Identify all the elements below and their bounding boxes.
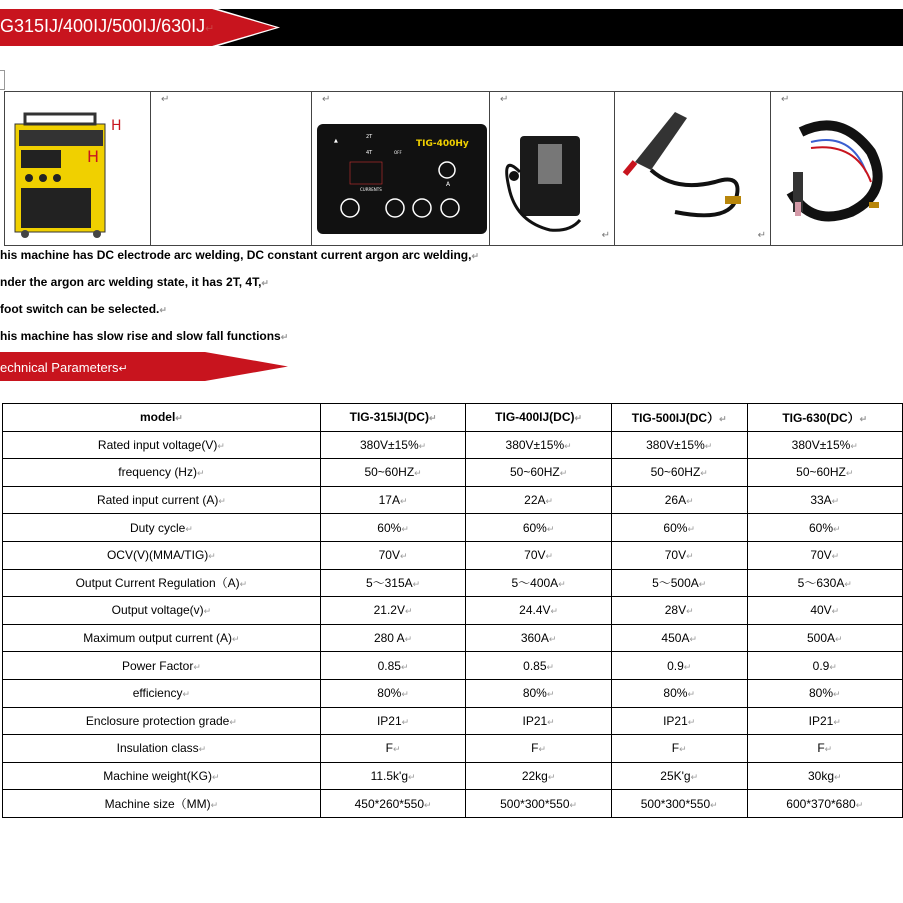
- table-row: [3, 790, 903, 818]
- parameter-value-cell: 5～500A↵: [611, 569, 747, 597]
- parameter-name-cell: Output voltage(v)↵: [3, 597, 321, 625]
- header-cell: TIG-630(DC）↵: [747, 404, 902, 432]
- parameter-value-cell: 280 A↵: [320, 624, 466, 652]
- feature-line-1: his machine has DC electrode arc welding, DC constant current argon arc welding,↵: [0, 248, 479, 262]
- parameter-value-cell: 0.9↵: [611, 652, 747, 680]
- feature-line-4: his machine has slow rise and slow fall functions↵: [0, 329, 289, 343]
- parameter-value-cell: 50~60HZ↵: [320, 459, 466, 487]
- parameter-value-cell: 380V±15%↵: [466, 431, 612, 459]
- parameter-value-cell: 21.2V↵: [320, 597, 466, 625]
- parameter-value-cell: 50~60HZ↵: [611, 459, 747, 487]
- parameter-value-cell: IP21↵: [320, 707, 466, 735]
- table-row: [3, 431, 903, 459]
- svg-text:CURRENTS: CURRENTS: [360, 187, 382, 192]
- welder-machine-image: [5, 92, 150, 240]
- svg-text:TIG-400Hy: TIG-400Hy: [416, 139, 469, 149]
- parameter-value-cell: 600*370*680↵: [747, 790, 902, 818]
- parameter-value-cell: 60%↵: [611, 514, 747, 542]
- parameter-value-cell: 60%↵: [466, 514, 612, 542]
- table-row: [3, 459, 903, 487]
- parameter-value-cell: IP21↵: [611, 707, 747, 735]
- anchor-box: [0, 70, 5, 90]
- parameter-value-cell: 60%↵: [320, 514, 466, 542]
- parameter-value-cell: 380V±15%↵: [747, 431, 902, 459]
- parameter-value-cell: 22kg↵: [466, 762, 612, 790]
- table-row: [3, 486, 903, 514]
- svg-text:A: A: [446, 181, 451, 188]
- parameter-value-cell: 5～400A↵: [466, 569, 612, 597]
- parameter-name-cell: efficiency↵: [3, 679, 321, 707]
- parameter-value-cell: 450A↵: [611, 624, 747, 652]
- parameter-name-cell: Duty cycle↵: [3, 514, 321, 542]
- parameter-value-cell: 70V↵: [747, 541, 902, 569]
- technical-parameters-table: [2, 403, 903, 818]
- header-cell: TIG-315IJ(DC)↵: [320, 404, 466, 432]
- ground-clamp-image: [615, 92, 770, 240]
- image-cell-welder: [5, 92, 151, 246]
- parameter-value-cell: 70V↵: [611, 541, 747, 569]
- parameter-value-cell: 50~60HZ↵: [466, 459, 612, 487]
- parameter-name-cell: Insulation class↵: [3, 735, 321, 763]
- parameter-value-cell: 5～315A↵: [320, 569, 466, 597]
- table-row: [3, 652, 903, 680]
- parameter-value-cell: 80%↵: [611, 679, 747, 707]
- feature-line-2: nder the argon arc welding state, it has 2T, 4T,↵: [0, 275, 269, 289]
- svg-text:H: H: [111, 118, 122, 134]
- table-row: [3, 514, 903, 542]
- image-cell-footswitch: ↵ ↵: [490, 92, 615, 246]
- parameter-value-cell: F↵: [466, 735, 612, 763]
- table-row: [3, 679, 903, 707]
- parameter-value-cell: 450*260*550↵: [320, 790, 466, 818]
- feature-line-3: foot switch can be selected.↵: [0, 302, 167, 316]
- control-panel-image: [312, 92, 489, 240]
- svg-text:OFF: OFF: [394, 150, 402, 155]
- image-cell-clamp: ↵: [615, 92, 771, 246]
- parameter-value-cell: 30kg↵: [747, 762, 902, 790]
- svg-text:4T: 4T: [366, 150, 373, 156]
- tig-torch-image: [771, 92, 902, 240]
- parameter-name-cell: Enclosure protection grade↵: [3, 707, 321, 735]
- parameter-value-cell: 500*300*550↵: [466, 790, 612, 818]
- parameter-name-cell: Rated input voltage(V)↵: [3, 431, 321, 459]
- parameter-value-cell: 70V↵: [320, 541, 466, 569]
- parameter-value-cell: 0.85↵: [320, 652, 466, 680]
- parameter-name-cell: Output Current Regulation（A)↵: [3, 569, 321, 597]
- parameter-value-cell: 380V±15%↵: [320, 431, 466, 459]
- parameter-value-cell: 26A↵: [611, 486, 747, 514]
- foot-switch-image: [490, 92, 614, 240]
- parameter-value-cell: IP21↵: [747, 707, 902, 735]
- parameter-value-cell: 500*300*550↵: [611, 790, 747, 818]
- parameter-name-cell: Machine size（MM)↵: [3, 790, 321, 818]
- parameter-value-cell: 50~60HZ↵: [747, 459, 902, 487]
- table-row: [3, 707, 903, 735]
- header-cell: model↵: [3, 404, 321, 432]
- svg-text:2T: 2T: [366, 134, 373, 140]
- parameter-name-cell: OCV(V)(MMA/TIG)↵: [3, 541, 321, 569]
- parameter-value-cell: IP21↵: [466, 707, 612, 735]
- parameter-value-cell: 40V↵: [747, 597, 902, 625]
- parameter-name-cell: Power Factor↵: [3, 652, 321, 680]
- parameter-value-cell: 80%↵: [466, 679, 612, 707]
- table-row: [3, 597, 903, 625]
- page-title: G315IJ/400IJ/500IJ/630IJ↵: [0, 16, 215, 36]
- table-row: [3, 569, 903, 597]
- parameter-value-cell: 25K'g↵: [611, 762, 747, 790]
- parameter-value-cell: 5～630A↵: [747, 569, 902, 597]
- svg-text:H: H: [87, 147, 100, 166]
- parameter-name-cell: Machine weight(KG)↵: [3, 762, 321, 790]
- parameter-value-cell: 33A↵: [747, 486, 902, 514]
- table-row: [3, 762, 903, 790]
- parameter-value-cell: F↵: [611, 735, 747, 763]
- parameter-value-cell: 28V↵: [611, 597, 747, 625]
- parameter-name-cell: frequency (Hz)↵: [3, 459, 321, 487]
- parameter-value-cell: 80%↵: [747, 679, 902, 707]
- parameter-value-cell: 80%↵: [320, 679, 466, 707]
- parameter-value-cell: 360A↵: [466, 624, 612, 652]
- header-cell: TIG-500IJ(DC）↵: [611, 404, 747, 432]
- parameter-value-cell: 22A↵: [466, 486, 612, 514]
- table-header-row: [3, 404, 903, 432]
- header-cell: TIG-400IJ(DC)↵: [466, 404, 612, 432]
- image-cell-empty: ↵: [151, 92, 312, 246]
- parameter-value-cell: 500A↵: [747, 624, 902, 652]
- table-row: [3, 624, 903, 652]
- parameter-value-cell: 17A↵: [320, 486, 466, 514]
- parameter-value-cell: 11.5k'g↵: [320, 762, 466, 790]
- table-row: [3, 735, 903, 763]
- parameter-value-cell: 0.85↵: [466, 652, 612, 680]
- parameter-value-cell: F↵: [320, 735, 466, 763]
- image-cell-panel: ↵ ▲ 2T 4T OFF TIG-400Hy A CURRENTS: [312, 92, 490, 246]
- parameter-value-cell: 380V±15%↵: [611, 431, 747, 459]
- parameter-value-cell: 70V↵: [466, 541, 612, 569]
- parameter-value-cell: 24.4V↵: [466, 597, 612, 625]
- parameter-value-cell: F↵: [747, 735, 902, 763]
- parameter-value-cell: 0.9↵: [747, 652, 902, 680]
- image-cell-torch: ↵: [771, 92, 903, 246]
- section-title: echnical Parameters↵: [0, 360, 128, 375]
- parameter-name-cell: Maximum output current (A)↵: [3, 624, 321, 652]
- svg-text:▲: ▲: [334, 138, 338, 144]
- parameter-name-cell: Rated input current (A)↵: [3, 486, 321, 514]
- parameter-value-cell: 60%↵: [747, 514, 902, 542]
- product-image-table: [4, 91, 903, 246]
- table-row: [3, 541, 903, 569]
